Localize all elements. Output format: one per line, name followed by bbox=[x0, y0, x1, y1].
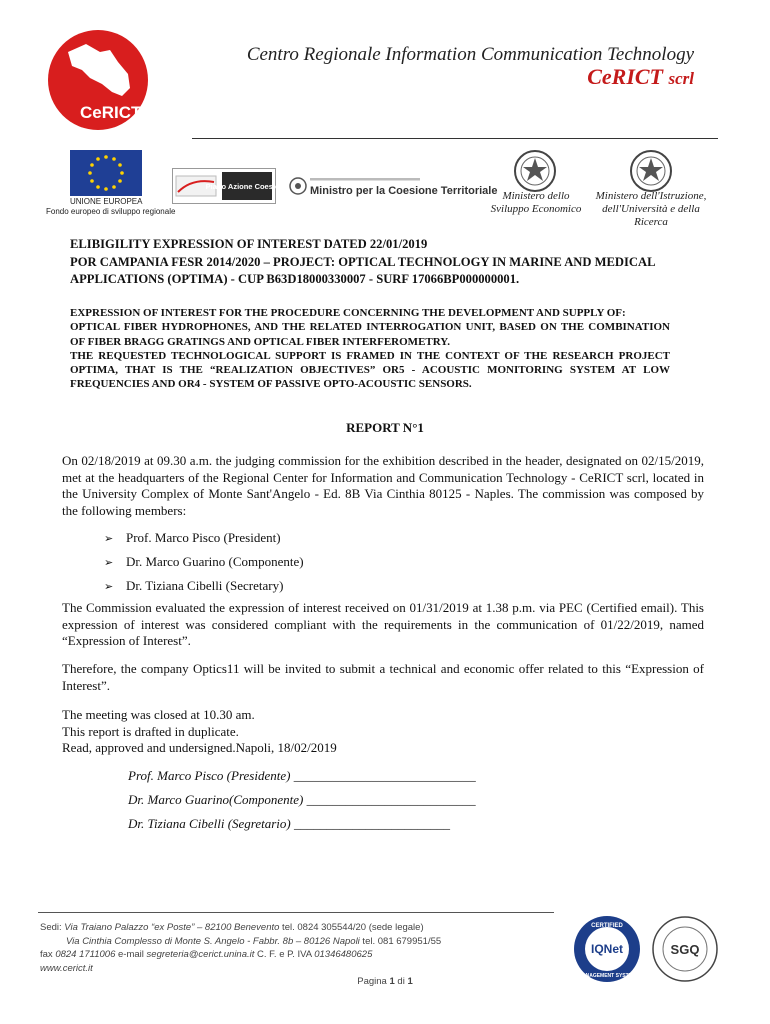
subject-block bbox=[70, 306, 670, 392]
footer-address: Via Traiano Palazzo “ex Poste” – 82100 Benevento bbox=[64, 922, 280, 933]
subject-line: EXPRESSION OF INTEREST FOR THE PROCEDURE CONCERNING THE DEVELOPMENT AND SUPPLY OF: bbox=[70, 307, 626, 319]
subject-line-3: THE REQUESTED TECHNOLOGICAL SUPPORT IS FRAMED IN THE CONTEXT OF THE RESEARCH PROJECT OPTIMA, THAT IS THE “REALIZATION OBJECTIVES” OR5 - ACOUSTIC MONITORING SYSTEM AT LOW FREQUENCIES AND OR4 - SYSTEM OF PASSIVE OPTO-ACOUSTIC SENSORS. bbox=[70, 349, 670, 391]
closing-line3: Read, approved and undersigned.Napoli, 18/02/2019 bbox=[62, 740, 337, 755]
footer-tel: tel. 0824 305544/20 (sede legale) bbox=[279, 922, 424, 933]
fax-number: 0824 1711006 bbox=[55, 949, 116, 960]
website-link[interactable]: www.cerict.it bbox=[40, 962, 93, 974]
ministero-istruzione-caption bbox=[586, 190, 716, 229]
ministro-coesione-text: Ministro per la Coesione Territoriale bbox=[310, 185, 498, 197]
footer-address-2: Via Cinthia Complesso di Monte S. Angelo - Fabbr. 8b – 80126 Napoli bbox=[66, 935, 360, 947]
company-name-suffix: scrl bbox=[668, 69, 694, 88]
signature-line: Dr. Tiziana Cibelli (Segretario) ________________________ bbox=[128, 816, 450, 831]
footer-label: Sedi: bbox=[40, 922, 65, 933]
signature-line: Prof. Marco Pisco (Presidente) ____________________________ bbox=[128, 768, 476, 783]
ministero-sviluppo-line2: Sviluppo Economico bbox=[490, 203, 582, 215]
header-divider bbox=[192, 138, 718, 139]
closing-line1: The meeting was closed at 10.30 am. bbox=[62, 707, 255, 722]
ministero-sviluppo-line1: Ministero dello bbox=[502, 190, 570, 202]
footer-divider bbox=[38, 912, 554, 913]
eu-flag-icon bbox=[70, 150, 142, 196]
logo-text: CeRICT bbox=[80, 103, 142, 122]
document-title-line1: ELIBIGILITY EXPRESSION OF INTEREST DATED 22/01/2019 bbox=[70, 237, 428, 251]
page-current: 1 bbox=[389, 976, 395, 987]
page-label: Pagina bbox=[357, 976, 390, 987]
fax-label: fax bbox=[40, 949, 56, 960]
iqnet-top-text: CERTIFIED bbox=[591, 923, 623, 929]
ministero-istruzione-line1: Ministero dell'Istruzione, bbox=[595, 190, 707, 202]
cerict-logo bbox=[38, 22, 186, 132]
list-item bbox=[104, 530, 504, 554]
members-list bbox=[104, 530, 504, 602]
paragraph-evaluation: The Commission evaluated the expression of interest received on 01/31/2019 at 1.38 p.m. via PEC (Certified email). This expression of interest was considered compliant with the requirements in the communication of 01/22/2019, named “Expression of Interest”. bbox=[62, 600, 704, 648]
arrow-bullet-icon: ➢ bbox=[104, 556, 114, 569]
signature-line: Dr. Marco Guarino(Componente) __________________________ bbox=[128, 792, 476, 807]
footer-line2 bbox=[40, 935, 441, 949]
iqnet-bottom-text: MANAGEMENT SYSTEM bbox=[577, 973, 637, 979]
paragraph-invitation: Therefore, the company Optics11 will be invited to submit a technical and economic offer related to this “Expression of Interest”. bbox=[62, 661, 704, 693]
closing-block bbox=[62, 707, 704, 757]
signature-block bbox=[128, 768, 528, 840]
iqnet-certification-icon bbox=[572, 914, 642, 984]
sgq-text: SGQ bbox=[670, 942, 700, 957]
report-title: REPORT N°1 bbox=[346, 420, 424, 435]
ministero-sviluppo-caption bbox=[486, 190, 586, 216]
subject-line-2: OPTICAL FIBER HYDROPHONES, AND THE RELATED INTERROGATION UNIT, BASED ON THE COMBINATION OF FIBER BRAGG GRATINGS AND OPTICAL FIBER INTERFEROMETRY. bbox=[70, 321, 670, 348]
italian-republic-emblem-icon bbox=[512, 148, 558, 194]
footer-contacts bbox=[40, 921, 441, 975]
email-link[interactable]: segreteria@cerict.unina.it bbox=[146, 949, 255, 960]
sgq-certification-icon bbox=[650, 914, 720, 984]
member-name: Dr. Tiziana Cibelli (Secretary) bbox=[126, 578, 284, 593]
footer-line3 bbox=[40, 948, 441, 962]
member-name: Prof. Marco Pisco (President) bbox=[126, 530, 281, 545]
footer-line4 bbox=[40, 962, 441, 976]
arrow-bullet-icon: ➢ bbox=[104, 580, 114, 593]
center-title: Centro Regionale Information Communication Technology bbox=[246, 44, 694, 65]
paragraph-meeting: On 02/18/2019 at 09.30 a.m. the judging commission for the exhibition described in the header, designated on 02/15/2019, met at the headquarters of the Regional Center for Information and Communication Technology - CeRICT scrl, located in the University Complex of Monte Sant'Angelo - Ed. 8B Via Cinthia 80125 - Naples. The commission was composed by the following members: bbox=[62, 453, 704, 518]
piano-azione-coesione-logo bbox=[172, 168, 289, 204]
closing-line2: This report is drafted in duplicate. bbox=[62, 723, 239, 739]
footer-line1 bbox=[40, 921, 441, 935]
cf-label: C. F. e P. IVA bbox=[254, 949, 315, 960]
eu-caption: UNIONE EUROPEA bbox=[70, 197, 143, 206]
company-name-main: CeRICT bbox=[587, 64, 663, 89]
page-total: 1 bbox=[407, 976, 413, 987]
company-name bbox=[480, 64, 694, 90]
list-item bbox=[104, 578, 504, 602]
document-title bbox=[70, 236, 670, 289]
piano-text: Piano Azione Coesione bbox=[205, 182, 289, 191]
cf-number: 01346480625 bbox=[314, 949, 373, 960]
iqnet-text: IQNet bbox=[590, 942, 624, 956]
ministro-coesione-logo bbox=[288, 170, 498, 202]
footer-tel-2: tel. 081 679951/55 bbox=[359, 935, 442, 947]
email-label: e-mail bbox=[115, 949, 147, 960]
arrow-bullet-icon: ➢ bbox=[104, 532, 114, 545]
italian-republic-emblem-icon-2 bbox=[628, 148, 674, 194]
document-title-line2: POR CAMPANIA FESR 2014/2020 – PROJECT: OPTICAL TECHNOLOGY IN MARINE AND MEDICAL APPLICATIONS (OPTIMA) - CUP B63D18000330007 - SURF 17066BP000000001. bbox=[70, 254, 655, 286]
member-name: Dr. Marco Guarino (Componente) bbox=[126, 554, 304, 569]
page-of: di bbox=[394, 976, 408, 987]
list-item bbox=[104, 554, 504, 578]
eu-fund-caption: Fondo europeo di sviluppo regionale bbox=[46, 207, 176, 216]
ministero-istruzione-line2: dell'Università e della Ricerca bbox=[602, 203, 700, 228]
